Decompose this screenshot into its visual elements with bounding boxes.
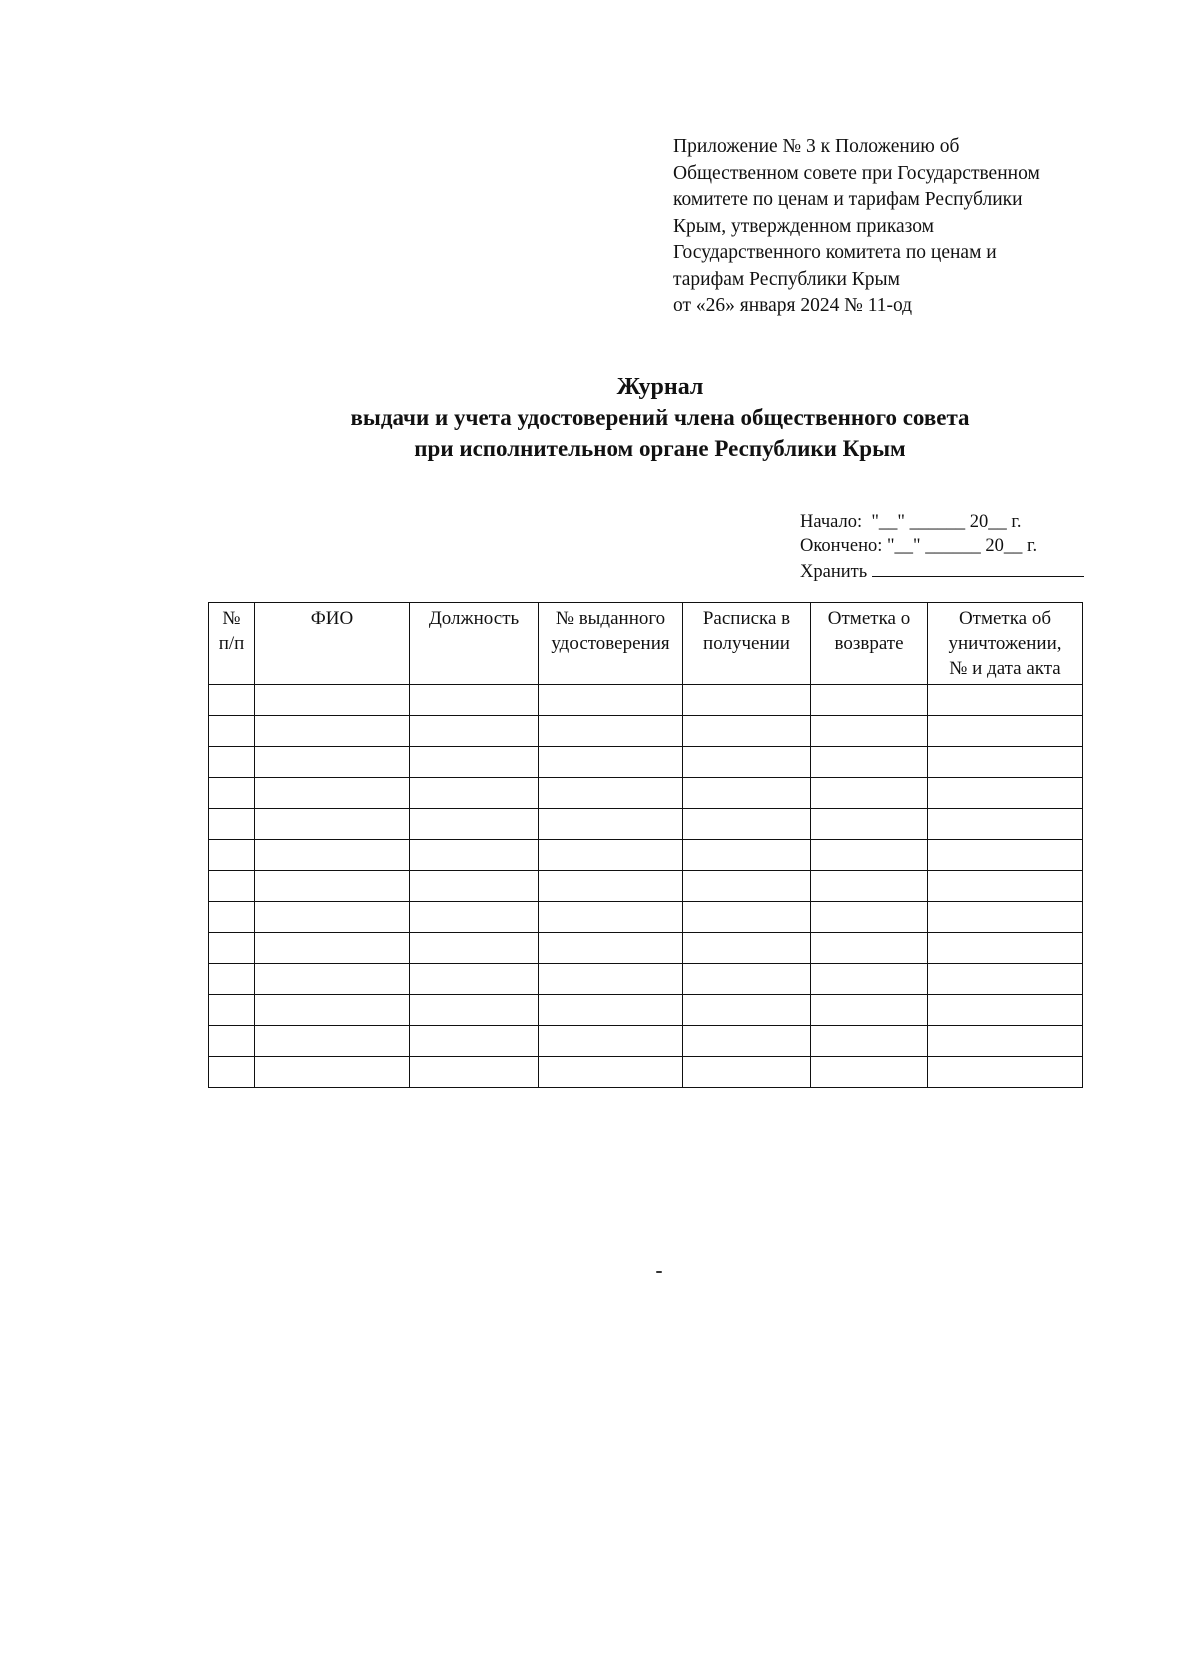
table-cell[interactable]	[683, 902, 811, 933]
table-cell[interactable]	[410, 747, 539, 778]
table-cell[interactable]	[811, 995, 928, 1026]
table-cell[interactable]	[209, 902, 255, 933]
table-cell[interactable]	[928, 995, 1083, 1026]
table-row	[209, 778, 1083, 809]
keep-line	[800, 558, 1100, 584]
table-cell[interactable]	[683, 995, 811, 1026]
header-receipt: Расписка в получении	[683, 603, 811, 685]
keep-label: Хранить	[800, 562, 868, 582]
table-cell[interactable]	[410, 685, 539, 716]
table-cell[interactable]	[410, 871, 539, 902]
table-cell[interactable]	[928, 685, 1083, 716]
table-cell[interactable]	[209, 933, 255, 964]
table-cell[interactable]	[255, 685, 410, 716]
table-row	[209, 840, 1083, 871]
table-cell[interactable]	[255, 747, 410, 778]
table-cell[interactable]	[209, 964, 255, 995]
table-cell[interactable]	[410, 809, 539, 840]
table-cell[interactable]	[683, 716, 811, 747]
title-line-1: выдачи и учета удостоверений члена общественного совета	[350, 405, 970, 430]
table-row	[209, 685, 1083, 716]
table-cell[interactable]	[928, 716, 1083, 747]
table-cell[interactable]	[928, 1057, 1083, 1088]
table-cell[interactable]	[539, 778, 683, 809]
header-return-mark: Отметка о возврате	[811, 603, 928, 685]
header-destruction-mark: Отметка об уничтожении, № и дата акта	[928, 603, 1083, 685]
table-row	[209, 716, 1083, 747]
table-cell[interactable]	[255, 840, 410, 871]
table-cell[interactable]	[539, 964, 683, 995]
table-cell[interactable]	[255, 778, 410, 809]
end-date-line: Окончено: "__" ______ 20__ г.	[800, 536, 1038, 556]
table-cell[interactable]	[811, 778, 928, 809]
table-cell[interactable]	[539, 933, 683, 964]
table-cell[interactable]	[683, 840, 811, 871]
table-cell[interactable]	[928, 871, 1083, 902]
keep-blank	[872, 558, 1084, 577]
table-cell[interactable]	[209, 809, 255, 840]
table-cell[interactable]	[928, 747, 1083, 778]
table-cell[interactable]	[539, 716, 683, 747]
table-cell[interactable]	[811, 933, 928, 964]
table-cell[interactable]	[683, 747, 811, 778]
table-cell[interactable]	[928, 1026, 1083, 1057]
table-cell[interactable]	[683, 1026, 811, 1057]
journal-body	[209, 685, 1083, 1088]
table-cell[interactable]	[209, 747, 255, 778]
table-cell[interactable]	[928, 964, 1083, 995]
scan-speck	[656, 1271, 662, 1273]
table-cell[interactable]	[255, 902, 410, 933]
table-cell[interactable]	[928, 933, 1083, 964]
table-cell[interactable]	[209, 685, 255, 716]
table-cell[interactable]	[410, 716, 539, 747]
table-cell[interactable]	[255, 964, 410, 995]
table-cell[interactable]	[255, 1057, 410, 1088]
table-cell[interactable]	[928, 840, 1083, 871]
table-cell[interactable]	[811, 902, 928, 933]
table-cell[interactable]	[209, 840, 255, 871]
table-cell[interactable]	[683, 964, 811, 995]
table-cell[interactable]	[539, 840, 683, 871]
table-cell[interactable]	[539, 685, 683, 716]
table-cell[interactable]	[539, 747, 683, 778]
table-cell[interactable]	[410, 778, 539, 809]
table-cell[interactable]	[811, 685, 928, 716]
table-row	[209, 1026, 1083, 1057]
table-cell[interactable]	[811, 840, 928, 871]
table-cell[interactable]	[683, 1057, 811, 1088]
table-cell[interactable]	[255, 1026, 410, 1057]
table-cell[interactable]	[928, 809, 1083, 840]
table-cell[interactable]	[410, 933, 539, 964]
table-cell[interactable]	[255, 995, 410, 1026]
table-cell[interactable]	[811, 871, 928, 902]
table-cell[interactable]	[811, 747, 928, 778]
table-cell[interactable]	[811, 1057, 928, 1088]
title-line-2: при исполнительном органе Республики Крым	[414, 436, 906, 461]
appendix-line: комитете по ценам и тарифам Республики	[673, 189, 1023, 210]
table-cell[interactable]	[410, 1026, 539, 1057]
table-cell[interactable]	[410, 995, 539, 1026]
table-cell[interactable]	[209, 871, 255, 902]
table-header-row	[209, 603, 1083, 685]
header-certificate-number: № выданного удостоверения	[539, 603, 683, 685]
header-number: № п/п	[209, 603, 255, 685]
table-row	[209, 747, 1083, 778]
table-cell[interactable]	[811, 809, 928, 840]
table-row	[209, 871, 1083, 902]
table-row	[209, 964, 1083, 995]
table-cell[interactable]	[539, 1057, 683, 1088]
table-cell[interactable]	[683, 685, 811, 716]
table-cell[interactable]	[410, 964, 539, 995]
table-cell[interactable]	[209, 716, 255, 747]
table-cell[interactable]	[811, 964, 928, 995]
table-cell[interactable]	[928, 778, 1083, 809]
table-cell[interactable]	[811, 716, 928, 747]
appendix-note	[673, 134, 1113, 320]
table-row	[209, 809, 1083, 840]
table-cell[interactable]	[539, 995, 683, 1026]
table-row	[209, 902, 1083, 933]
document-title	[200, 372, 1120, 464]
title-main: Журнал	[616, 374, 704, 400]
table-row	[209, 1057, 1083, 1088]
journal-table	[208, 602, 1083, 1088]
table-cell[interactable]	[255, 809, 410, 840]
table-cell[interactable]	[410, 1057, 539, 1088]
table-cell[interactable]	[410, 840, 539, 871]
header-position: Должность	[410, 603, 539, 685]
table-cell[interactable]	[683, 933, 811, 964]
appendix-line: Приложение № 3 к Положению об	[673, 136, 960, 157]
appendix-line: от «26» января 2024 № 11-од	[673, 295, 913, 316]
table-cell[interactable]	[209, 778, 255, 809]
table-cell[interactable]	[410, 902, 539, 933]
table-cell[interactable]	[539, 1026, 683, 1057]
table-cell[interactable]	[683, 871, 811, 902]
table-cell[interactable]	[811, 1026, 928, 1057]
appendix-line: Государственного комитета по ценам и	[673, 242, 997, 263]
table-cell[interactable]	[539, 871, 683, 902]
table-cell[interactable]	[255, 716, 410, 747]
table-cell[interactable]	[683, 778, 811, 809]
header-name: ФИО	[255, 603, 410, 685]
table-cell[interactable]	[539, 809, 683, 840]
table-cell[interactable]	[928, 902, 1083, 933]
table-row	[209, 933, 1083, 964]
table-cell[interactable]	[209, 1026, 255, 1057]
storage-info	[800, 510, 1100, 584]
table-cell[interactable]	[209, 1057, 255, 1088]
table-cell[interactable]	[255, 933, 410, 964]
start-date-line: Начало: "__" ______ 20__ г.	[800, 512, 1022, 532]
table-cell[interactable]	[255, 871, 410, 902]
table-cell[interactable]	[683, 809, 811, 840]
table-row	[209, 995, 1083, 1026]
appendix-line: Общественном совете при Государственном	[673, 162, 1040, 184]
table-cell[interactable]	[209, 995, 255, 1026]
appendix-line: Крым, утвержденном приказом	[673, 215, 934, 237]
table-cell[interactable]	[539, 902, 683, 933]
appendix-line: тарифам Республики Крым	[673, 268, 901, 290]
